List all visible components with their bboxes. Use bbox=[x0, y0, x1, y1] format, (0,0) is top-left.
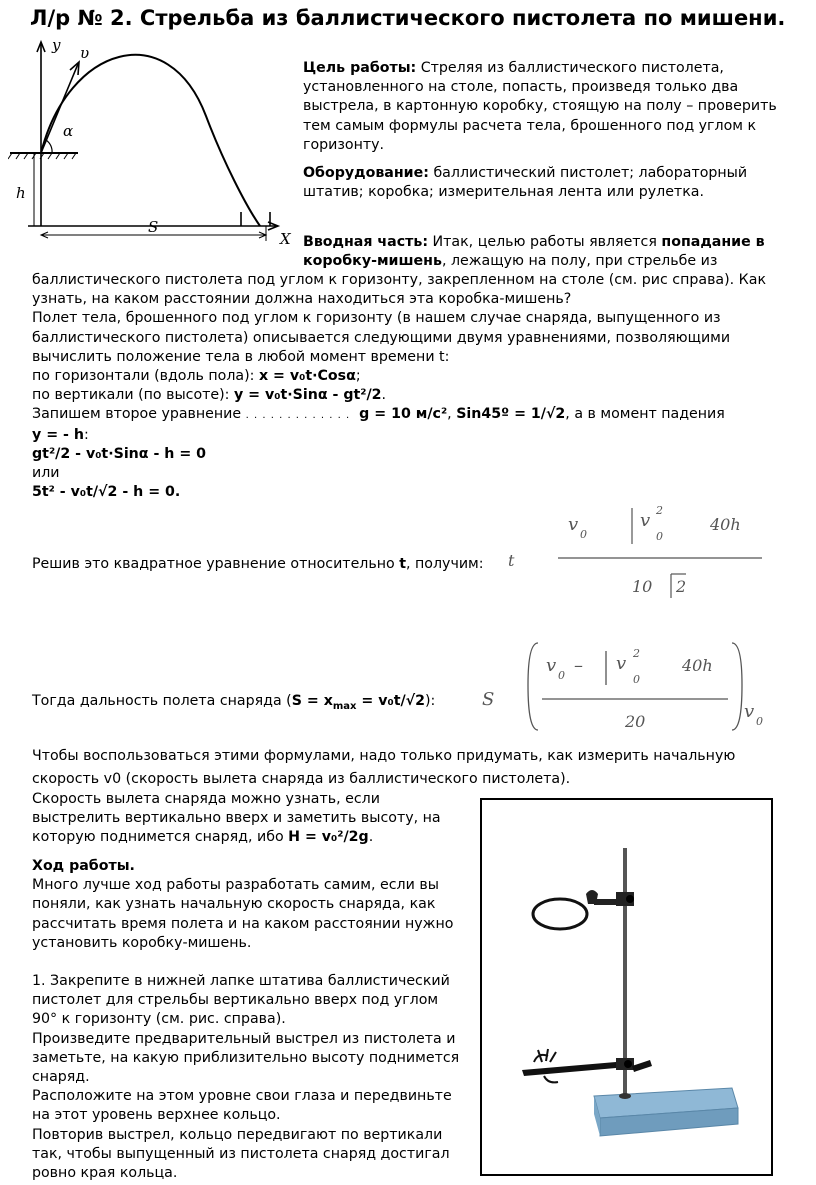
y-axis-label: y bbox=[52, 36, 61, 54]
goal-line: выстрела, в картонную коробку, стоящую на полу – проверить bbox=[303, 98, 777, 115]
procedure-line: на этот уровень верхнее кольцо. bbox=[32, 1107, 281, 1124]
velocity-label: υ bbox=[80, 44, 90, 62]
angle-label: α bbox=[63, 122, 74, 140]
intro-body bbox=[32, 271, 766, 445]
lab-stand-figure bbox=[480, 798, 773, 1176]
intro-label: Вводная часть: bbox=[303, 234, 429, 250]
punct: , bbox=[447, 406, 452, 423]
equation-1: gt²/2 - v₀t·Sinα - h = 0 bbox=[32, 446, 207, 462]
dots: . . . . . . . . . . . . . bbox=[245, 410, 351, 422]
procedure-heading: Ход работы. bbox=[32, 858, 135, 874]
equipment-label: Оборудование: bbox=[303, 165, 429, 181]
x-axis-label: X bbox=[280, 230, 291, 246]
intro-line: баллистического пистолета) описывается следующими двумя уравнениями, позволяющими bbox=[32, 329, 731, 346]
punct: . bbox=[381, 387, 387, 404]
y-fall-eq: y = - h bbox=[32, 426, 84, 443]
sub-zero: 0 bbox=[756, 715, 763, 728]
v0-symbol: v bbox=[568, 514, 579, 535]
v0-multiplier: v bbox=[744, 701, 755, 722]
intro-text: , лежащую на полу, при стрельбе из bbox=[441, 253, 718, 269]
range-line bbox=[32, 692, 435, 716]
denominator: 20 bbox=[625, 712, 646, 731]
procedure-line: ровно края кольца. bbox=[32, 1165, 178, 1182]
speed-line: Чтобы воспользоваться этими формулами, надо только придумать, как измерить начальную bbox=[32, 748, 736, 764]
height-label: h bbox=[16, 184, 26, 202]
procedure-line: 90° к горизонту (см. рис. справа). bbox=[32, 1011, 286, 1028]
equation-2: 5t² - v₀t/√2 - h = 0. bbox=[32, 484, 181, 501]
goal-line: Стреляя из баллистического пистолета, bbox=[420, 60, 724, 76]
speed-line: скорость v0 (скорость вылета снаряда из баллистического пистолета). bbox=[32, 771, 571, 787]
intro-line: Полет тела, брошенного под углом к горизонту (в нашем случае снаряда, выпущенного из bbox=[32, 310, 721, 327]
denominator-two: 2 bbox=[676, 577, 687, 596]
procedure-line: рассчитать время полета и на каком расстоянии нужно bbox=[32, 915, 454, 932]
write-line bbox=[32, 405, 766, 425]
procedure-section bbox=[32, 857, 459, 1183]
v-symbol: v bbox=[640, 510, 651, 531]
intro-text: Запишем второе уравнение bbox=[32, 406, 242, 423]
goal-section bbox=[303, 59, 777, 155]
procedure-line: заметьте, на какую приблизительно высоту поднимется bbox=[32, 1049, 460, 1066]
equation-y: y = v₀t·Sinα - gt²/2 bbox=[233, 387, 382, 404]
range-end: ): bbox=[425, 693, 436, 709]
procedure-line: Произведите предварительный выстрел из пистолета и bbox=[32, 1030, 456, 1047]
range-text: Тогда дальность полета снаряда ( bbox=[32, 693, 292, 709]
speed-line: выстрелить вертикально вверх и заметить высоту, на bbox=[32, 810, 441, 827]
sup-two: 2 bbox=[656, 504, 663, 517]
speed-line: Скорость вылета снаряда можно узнать, если bbox=[32, 791, 380, 807]
sin-value: Sin45º = 1/√2 bbox=[456, 406, 566, 423]
intro-text: по вертикали (по высоте): bbox=[32, 387, 230, 404]
intro-text: по горизонтали (вдоль пола): bbox=[32, 368, 255, 385]
forty-h: 40h bbox=[682, 656, 713, 675]
t-formula bbox=[500, 500, 770, 605]
or-text: или bbox=[32, 465, 60, 482]
y-fall-line bbox=[32, 426, 766, 445]
h-equation: H = v₀²/2g bbox=[288, 829, 369, 846]
range-label: S bbox=[148, 218, 159, 236]
intro-text: Итак, целью работы является bbox=[432, 234, 657, 250]
sub-zero: 0 bbox=[633, 673, 640, 686]
lab-stand-illustration bbox=[482, 800, 771, 1174]
intro-line: баллистического пистолета под углом к горизонту, закрепленном на столе (см. рис справа). Как bbox=[32, 272, 767, 288]
intro-line: вычислить положение тела в любой момент времени t: bbox=[32, 348, 450, 365]
goal-line: горизонту. bbox=[303, 136, 385, 153]
sub-zero: 0 bbox=[580, 528, 587, 541]
t-symbol: t bbox=[508, 551, 515, 570]
equipment-section bbox=[303, 164, 747, 202]
procedure-line: установить коробку-мишень. bbox=[32, 934, 252, 951]
trajectory-diagram bbox=[8, 36, 298, 246]
sup-two: 2 bbox=[633, 647, 640, 660]
s-symbol: S bbox=[482, 689, 495, 710]
page-title: Л/р № 2. Стрельба из баллистического пистолета по мишени. bbox=[30, 6, 786, 30]
procedure-line: Расположите на этом уровне свои глаза и передвиньте bbox=[32, 1088, 452, 1105]
goal-label: Цель работы: bbox=[303, 60, 417, 76]
intro-line-1 bbox=[303, 233, 765, 252]
procedure-line: Много лучше ход работы разработать самим, если вы bbox=[32, 877, 439, 894]
intro-line-2 bbox=[303, 252, 717, 271]
g-value: g = 10 м/с² bbox=[359, 406, 448, 423]
s-formula bbox=[470, 635, 770, 740]
speed-line: которую поднимется снаряд, ибо bbox=[32, 829, 284, 846]
intro-text: , а в момент падения bbox=[565, 406, 725, 423]
forty-h: 40h bbox=[710, 515, 741, 534]
solve-var: t bbox=[399, 556, 407, 572]
solve-line bbox=[32, 555, 484, 574]
quadratic-equations bbox=[32, 445, 206, 503]
minus-sign: – bbox=[574, 655, 583, 676]
range-eq: = v₀t/√2 bbox=[356, 693, 426, 709]
procedure-line: Повторив выстрел, кольцо передвигают по вертикали bbox=[32, 1126, 443, 1143]
punct: ; bbox=[355, 368, 361, 385]
punct: . bbox=[368, 829, 374, 846]
procedure-line: пистолет для стрельбы вертикально вверх под углом bbox=[32, 992, 439, 1009]
procedure-line: 1. Закрепите в нижней лапке штатива баллистический bbox=[32, 973, 450, 990]
solve-text: Решив это квадратное уравнение относительно bbox=[32, 556, 395, 572]
intro-line: узнать, на каком расстоянии должна находиться эта коробка-мишень? bbox=[32, 291, 572, 308]
v0-symbol: v bbox=[546, 655, 557, 676]
goal-line: тем самым формулы расчета тела, брошенного под углом к bbox=[303, 117, 757, 134]
solve-end: , получим: bbox=[406, 556, 484, 572]
procedure-line: так, чтобы выпущенный из пистолета снаряд достигал bbox=[32, 1145, 450, 1162]
denominator: 10 bbox=[632, 577, 653, 596]
procedure-line: поняли, как узнать начальную скорость снаряда, как bbox=[32, 896, 436, 913]
goal-line: установленного на столе, попасть, произведя только два bbox=[303, 79, 739, 96]
punct: : bbox=[83, 426, 89, 443]
intro-bold: попадание в bbox=[661, 234, 765, 250]
sub-zero: 0 bbox=[558, 669, 565, 682]
equipment-text: баллистический пистолет; лабораторный bbox=[433, 165, 748, 181]
procedure-line: снаряд. bbox=[32, 1069, 90, 1086]
range-eq: S = x bbox=[291, 693, 333, 709]
equation-x: x = v₀t·Cosα bbox=[258, 368, 356, 385]
vertical-equation-line bbox=[32, 386, 766, 405]
range-sub: max bbox=[332, 700, 357, 712]
equipment-text: штатив; коробка; измерительная лента или рулетка. bbox=[303, 184, 704, 201]
v-symbol: v bbox=[616, 653, 627, 674]
sub-zero: 0 bbox=[656, 530, 663, 543]
intro-bold: коробку-мишень bbox=[303, 253, 442, 269]
horizontal-equation-line bbox=[32, 367, 766, 386]
